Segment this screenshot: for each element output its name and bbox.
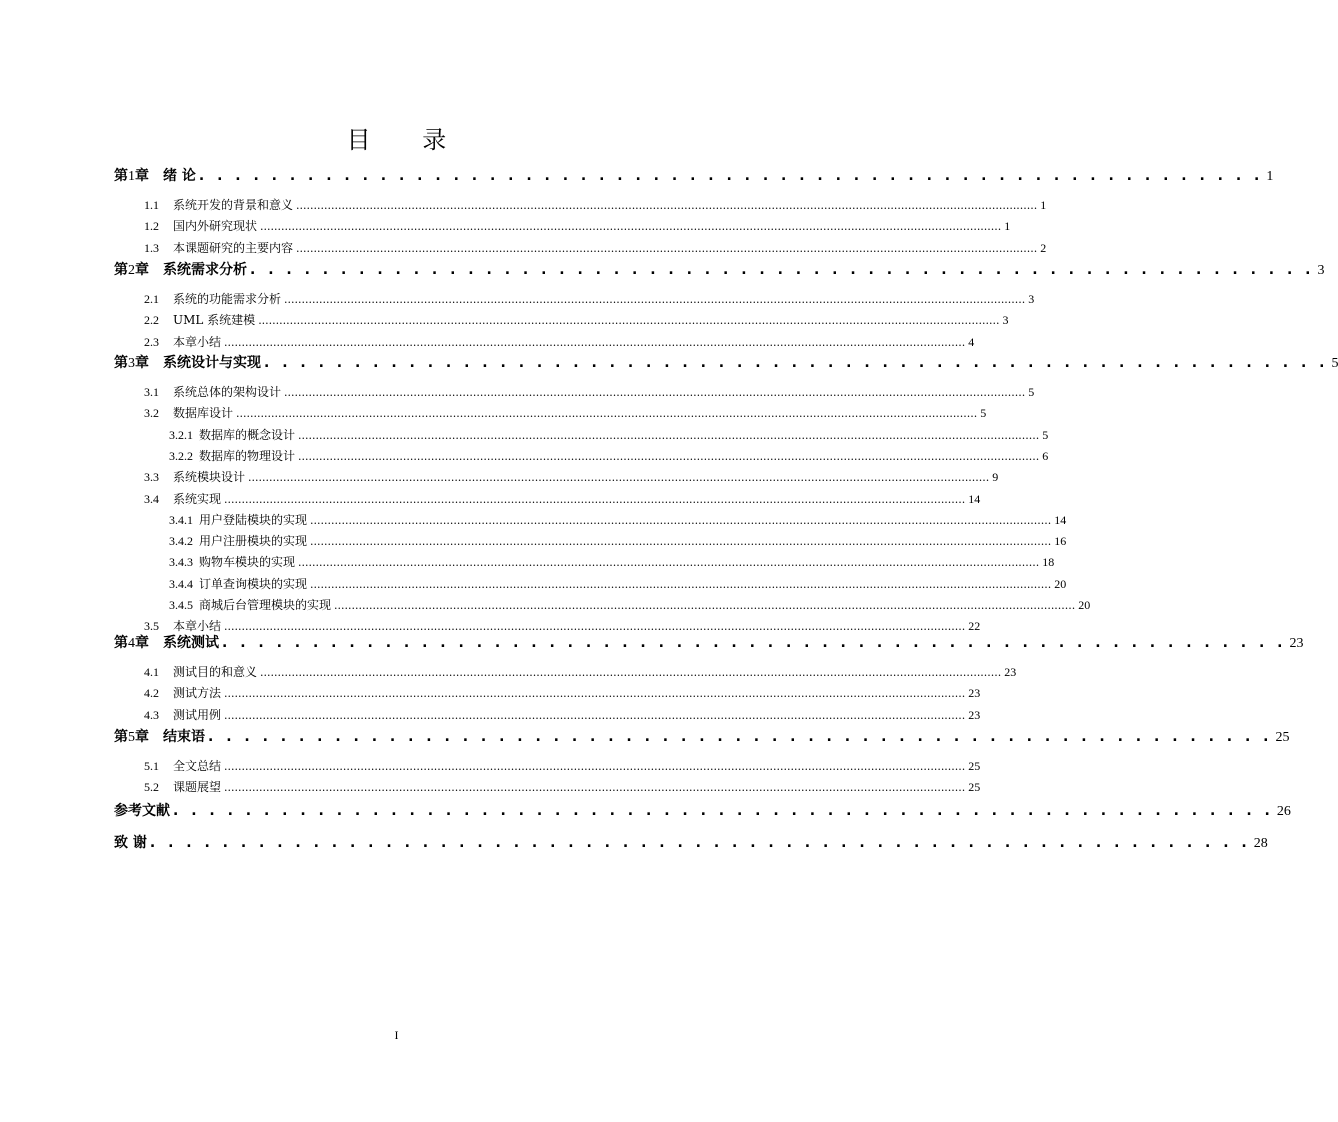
chapter-number: 5 (128, 730, 135, 745)
toc-section-entry[interactable] (144, 404, 987, 422)
dot-leader: .................................................................................................................................................................................................................... (224, 620, 966, 634)
page-title: 目 录 (346, 126, 469, 154)
section-page: 23 (968, 686, 981, 701)
section-number: 3.2 (144, 406, 159, 421)
section-title: UML 系统建模 (173, 313, 256, 328)
dot-leader: . . . . . . . . . . . . . . . . . . . . . . . . . . . . . . . . . . . . . . . . . . . . . . . . . . . . . . . . . . . . . (149, 835, 1251, 851)
section-page: 23 (968, 707, 981, 722)
chapter-prefix: 第 (114, 729, 128, 745)
dot-leader: . . . . . . . . . . . . . . . . . . . . . . . . . . . . . . . . . . . . . . . . . . . . . . . . . . . . . . . . . . . (198, 168, 1264, 184)
chapter-suffix: 章 (135, 355, 149, 371)
chapter-page: 3 (1317, 263, 1325, 278)
toc-section-entry[interactable] (144, 383, 1035, 401)
chapter-prefix: 第 (114, 262, 128, 278)
chapter-title: 绪 论 (163, 168, 196, 184)
subsection-number: 3.2.1 (169, 427, 193, 442)
subsection-page: 14 (1054, 512, 1067, 527)
chapter-number: 1 (128, 169, 135, 184)
subsection-title: 商城后台管理模块的实现 (199, 598, 332, 612)
section-number: 5.2 (144, 780, 159, 795)
section-page: 14 (968, 491, 981, 506)
toc-section-entry[interactable] (144, 663, 1017, 681)
section-page: 4 (968, 334, 975, 349)
section-title: 测试用例 (173, 707, 222, 722)
section-number: 4.1 (144, 665, 159, 679)
toc-backmatter-entry[interactable] (114, 800, 1291, 820)
chapter-label (114, 726, 149, 746)
section-page: 3 (1002, 313, 1009, 328)
subsection-page: 20 (1054, 576, 1067, 591)
section-page: 2 (1040, 240, 1047, 255)
toc-section-entry[interactable] (144, 757, 981, 775)
section-page: 25 (968, 780, 981, 795)
dot-leader: .................................................................................................................................................................................................................... (236, 407, 978, 421)
toc-subsection-entry[interactable] (169, 575, 1067, 593)
dot-leader: .................................................................................................................................................................................................................... (310, 577, 1052, 591)
subsection-number: 3.2.2 (169, 448, 193, 463)
subsection-page: 20 (1078, 598, 1091, 612)
section-title: 本课题研究的主要内容 (173, 240, 294, 255)
section-number: 2.3 (144, 334, 159, 349)
subsection-title: 用户注册模块的实现 (199, 534, 308, 549)
section-number: 4.2 (144, 686, 159, 701)
chapter-page: 1 (1266, 169, 1274, 184)
section-page: 1 (1004, 219, 1011, 234)
subsection-page: 5 (1042, 427, 1049, 442)
backmatter-page: 26 (1276, 804, 1291, 819)
section-title: 本章小结 (173, 334, 222, 349)
dot-leader: .................................................................................................................................................................................................................... (284, 293, 1026, 306)
section-title: 测试方法 (173, 686, 222, 701)
subsection-title: 订单查询模块的实现 (199, 576, 308, 591)
subsection-page: 16 (1054, 534, 1067, 549)
dot-leader: .................................................................................................................................................................................................................... (298, 428, 1040, 442)
section-title: 测试目的和意义 (173, 665, 258, 679)
toc-section-entry[interactable] (144, 311, 1009, 329)
chapter-page: 25 (1275, 730, 1290, 745)
chapter-label (114, 165, 149, 185)
toc-chapter-entry[interactable] (114, 165, 1274, 185)
section-title: 国内外研究现状 (173, 219, 258, 234)
chapter-suffix: 章 (135, 168, 149, 184)
toc-section-entry[interactable] (144, 333, 975, 351)
toc-section-entry[interactable] (144, 239, 1047, 257)
toc-subsection-entry[interactable] (169, 426, 1049, 444)
section-number: 1.2 (144, 219, 159, 234)
section-page: 5 (980, 406, 987, 421)
section-number: 2.1 (144, 292, 159, 306)
section-number: 3.1 (144, 385, 159, 399)
section-title: 本章小结 (173, 619, 222, 634)
subsection-page: 6 (1042, 448, 1049, 463)
toc-section-entry[interactable] (144, 290, 1035, 308)
chapter-suffix: 章 (135, 729, 149, 745)
dot-leader: . . . . . . . . . . . . . . . . . . . . . . . . . . . . . . . . . . . . . . . . . . . . . . . . . . . . . . . . . . . (222, 635, 1287, 651)
chapter-suffix: 章 (135, 635, 149, 651)
chapter-title: 系统测试 (163, 635, 219, 651)
section-title: 系统开发的背景和意义 (173, 198, 294, 212)
dot-leader: .................................................................................................................................................................................................................... (248, 471, 990, 485)
section-page: 23 (1004, 665, 1017, 679)
subsection-title: 数据库的物理设计 (199, 448, 296, 463)
section-title: 课题展望 (173, 780, 222, 795)
toc-subsection-entry[interactable] (169, 596, 1091, 614)
section-number: 1.1 (144, 198, 159, 212)
section-title: 系统总体的架构设计 (173, 385, 282, 399)
dot-leader: .................................................................................................................................................................................................................... (310, 535, 1052, 549)
subsection-title: 购物车模块的实现 (199, 555, 296, 570)
toc-subsection-entry[interactable] (169, 511, 1067, 529)
dot-leader: .................................................................................................................................................................................................................... (296, 241, 1038, 255)
chapter-number: 2 (128, 263, 135, 278)
toc-subsection-entry[interactable] (169, 532, 1067, 550)
section-number: 3.3 (144, 470, 159, 485)
chapter-prefix: 第 (114, 355, 128, 371)
dot-leader: . . . . . . . . . . . . . . . . . . . . . . . . . . . . . . . . . . . . . . . . . . . . . . . . . . . . . . . . . . . . . (173, 803, 1274, 819)
toc-section-entry[interactable] (144, 778, 981, 796)
chapter-title: 系统需求分析 (163, 262, 247, 278)
toc-subsection-entry[interactable] (169, 447, 1049, 465)
section-page: 25 (968, 759, 981, 773)
backmatter-title: 致 谢 (114, 835, 147, 851)
section-title: 全文总结 (173, 759, 222, 773)
toc-section-entry[interactable] (144, 684, 981, 702)
dot-leader: .................................................................................................................................................................................................................... (260, 220, 1002, 234)
chapter-number: 4 (128, 636, 135, 651)
page-number: I (394, 1028, 399, 1042)
toc-subsection-entry[interactable] (169, 553, 1055, 571)
toc-section-entry[interactable] (144, 196, 1047, 214)
section-page: 22 (968, 619, 981, 634)
chapter-suffix: 章 (135, 262, 149, 278)
chapter-prefix: 第 (114, 168, 128, 184)
dot-leader: .................................................................................................................................................................................................................... (284, 386, 1026, 399)
section-page: 9 (992, 470, 999, 485)
chapter-label (114, 352, 149, 372)
dot-leader: .................................................................................................................................................................................................................... (258, 314, 1000, 328)
dot-leader: . . . . . . . . . . . . . . . . . . . . . . . . . . . . . . . . . . . . . . . . . . . . . . . . . . . . . . . . . . . (264, 355, 1329, 371)
dot-leader: .................................................................................................................................................................................................................... (224, 760, 966, 773)
toc-backmatter-entry[interactable] (114, 832, 1268, 852)
toc-section-entry[interactable] (144, 706, 981, 724)
section-number: 1.3 (144, 240, 159, 255)
dot-leader: .................................................................................................................................................................................................................... (224, 687, 966, 701)
toc-section-entry[interactable] (144, 490, 981, 508)
backmatter-title: 参考文献 (114, 803, 170, 819)
section-title: 系统的功能需求分析 (173, 292, 282, 306)
dot-leader: . . . . . . . . . . . . . . . . . . . . . . . . . . . . . . . . . . . . . . . . . . . . . . . . . . . . . . . . . . . (208, 729, 1273, 745)
dot-leader: .................................................................................................................................................................................................................... (224, 708, 966, 722)
subsection-title: 数据库的概念设计 (199, 427, 296, 442)
section-page: 3 (1028, 292, 1035, 306)
section-title: 系统模块设计 (173, 470, 246, 485)
subsection-title: 用户登陆模块的实现 (199, 512, 308, 527)
section-number: 4.3 (144, 707, 159, 722)
chapter-page: 23 (1289, 636, 1304, 651)
section-number: 3.5 (144, 619, 159, 634)
dot-leader: .................................................................................................................................................................................................................... (260, 666, 1002, 679)
subsection-number: 3.4.5 (169, 598, 193, 612)
subsection-page: 18 (1042, 555, 1055, 570)
section-page: 5 (1028, 385, 1035, 399)
backmatter-page: 28 (1253, 836, 1268, 851)
dot-leader: .................................................................................................................................................................................................................... (224, 781, 966, 795)
dot-leader: . . . . . . . . . . . . . . . . . . . . . . . . . . . . . . . . . . . . . . . . . . . . . . . . . . . . . . . . . . . (250, 262, 1315, 278)
chapter-title: 系统设计与实现 (163, 355, 261, 371)
subsection-number: 3.4.3 (169, 555, 193, 570)
toc-chapter-entry[interactable] (114, 352, 1338, 372)
section-title: 数据库设计 (173, 406, 234, 421)
chapter-prefix: 第 (114, 635, 128, 651)
section-page: 1 (1040, 198, 1047, 212)
subsection-number: 3.4.4 (169, 576, 193, 591)
subsection-number: 3.4.1 (169, 512, 193, 527)
section-number: 2.2 (144, 313, 159, 328)
section-number: 3.4 (144, 491, 159, 506)
chapter-number: 3 (128, 356, 135, 371)
dot-leader: .................................................................................................................................................................................................................... (298, 449, 1040, 463)
toc-chapter-entry[interactable] (114, 259, 1325, 279)
dot-leader: .................................................................................................................................................................................................................... (224, 335, 966, 349)
chapter-page: 5 (1331, 356, 1338, 371)
subsection-number: 3.4.2 (169, 534, 193, 549)
dot-leader: .................................................................................................................................................................................................................... (224, 492, 966, 506)
chapter-title: 结束语 (163, 729, 205, 745)
section-title: 系统实现 (173, 491, 222, 506)
dot-leader: .................................................................................................................................................................................................................... (310, 513, 1052, 527)
toc-chapter-entry[interactable] (114, 726, 1290, 746)
chapter-label (114, 632, 149, 652)
dot-leader: .................................................................................................................................................................................................................... (298, 556, 1040, 570)
toc-section-entry[interactable] (144, 468, 999, 486)
dot-leader: .................................................................................................................................................................................................................... (334, 599, 1076, 612)
section-number: 5.1 (144, 759, 159, 773)
dot-leader: .................................................................................................................................................................................................................... (296, 199, 1038, 212)
toc-chapter-entry[interactable] (114, 632, 1304, 652)
chapter-label (114, 259, 149, 279)
toc-section-entry[interactable] (144, 217, 1011, 235)
